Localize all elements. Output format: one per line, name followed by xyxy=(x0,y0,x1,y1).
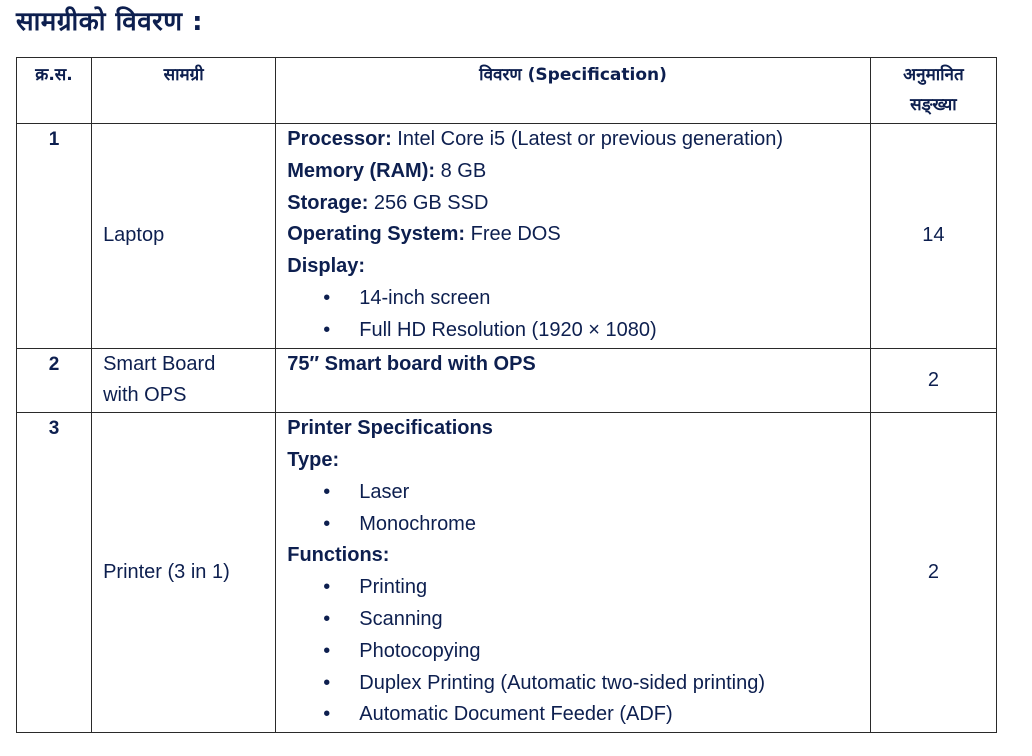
bullet-item xyxy=(287,636,870,668)
bullet-text: Scanning xyxy=(359,607,443,630)
spec-functions xyxy=(287,540,870,572)
serial-cell: 3 xyxy=(17,413,92,733)
bullet-icon: • xyxy=(323,607,331,630)
bullet-text: Laser xyxy=(359,480,410,503)
header-quantity-line2: सङ्ख्या xyxy=(910,95,957,115)
bullet-text: Photocopying xyxy=(359,639,481,662)
bullet-text: Monochrome xyxy=(359,512,476,535)
spec-label: Type: xyxy=(287,448,340,471)
header-item: सामग्री xyxy=(92,58,276,124)
bullet-item xyxy=(287,668,870,700)
spec-cell xyxy=(276,413,871,733)
spec-value: Intel Core i5 (Latest or previous generation) xyxy=(391,128,784,150)
header-quantity-line1: अनुमानित xyxy=(903,65,964,85)
bullet-text: 14-inch screen xyxy=(359,286,491,309)
spec-title xyxy=(287,413,870,445)
bullet-item xyxy=(287,604,870,636)
spec-value: 256 GB SSD xyxy=(368,191,489,214)
spec-label: Operating System: xyxy=(287,223,466,246)
bullet-icon: • xyxy=(323,671,331,694)
header-serial: क्र.स. xyxy=(17,58,92,124)
item-line: Smart Board xyxy=(103,352,216,375)
spec-label: Functions: xyxy=(287,544,390,567)
bullet-icon: • xyxy=(323,286,331,309)
spec-label: Processor: xyxy=(287,128,392,150)
spec-type xyxy=(287,445,870,477)
spec-label: Memory (RAM): xyxy=(287,159,436,182)
serial-cell: 2 xyxy=(17,348,92,413)
header-quantity xyxy=(870,58,996,124)
spec-title-text: 75″ Smart board with OPS xyxy=(287,352,536,375)
quantity-cell: 2 xyxy=(870,348,996,413)
table-header-row xyxy=(17,58,997,124)
quantity-cell: 2 xyxy=(870,413,996,733)
item-line: with OPS xyxy=(103,384,187,407)
bullet-icon: • xyxy=(323,480,331,503)
bullet-text: Duplex Printing (Automatic two-sided printing) xyxy=(359,671,765,694)
spec-os xyxy=(287,219,870,251)
item-cell: Printer (3 in 1) xyxy=(92,413,276,733)
spec-label: Storage: xyxy=(287,191,369,214)
table-row xyxy=(17,124,997,349)
page-title: सामग्रीको विवरण : xyxy=(16,7,204,37)
item-cell xyxy=(92,348,276,413)
spec-value: Free DOS xyxy=(465,223,561,246)
spec-label: Display: xyxy=(287,255,366,278)
specification-table xyxy=(16,57,997,733)
spec-storage xyxy=(287,188,870,220)
bullet-text: Printing xyxy=(359,576,428,599)
bullet-item xyxy=(287,315,870,347)
item-cell: Laptop xyxy=(92,124,276,349)
spec-memory xyxy=(287,156,870,188)
bullet-icon: • xyxy=(323,639,331,662)
bullet-icon: • xyxy=(323,512,331,535)
spec-cell xyxy=(276,124,871,349)
header-spec: विवरण (Specification) xyxy=(276,58,871,124)
bullet-item xyxy=(287,699,870,731)
spec-cell xyxy=(276,348,871,413)
bullet-icon: • xyxy=(323,703,331,726)
table-row xyxy=(17,413,997,733)
serial-cell: 1 xyxy=(17,124,92,349)
bullet-text: Automatic Document Feeder (ADF) xyxy=(359,703,673,726)
bullet-text: Full HD Resolution (1920 × 1080) xyxy=(359,318,657,341)
bullet-icon: • xyxy=(323,576,331,599)
spec-title xyxy=(287,349,870,381)
bullet-icon: • xyxy=(323,318,331,341)
spec-display xyxy=(287,251,870,283)
bullet-item xyxy=(287,283,870,315)
spec-value: 8 GB xyxy=(435,159,487,182)
spec-processor xyxy=(287,124,870,156)
spec-title-text: Printer Specifications xyxy=(287,417,493,440)
bullet-item xyxy=(287,509,870,541)
bullet-item xyxy=(287,477,870,509)
bullet-item xyxy=(287,572,870,604)
quantity-cell: 14 xyxy=(870,124,996,349)
table-row xyxy=(17,348,997,413)
